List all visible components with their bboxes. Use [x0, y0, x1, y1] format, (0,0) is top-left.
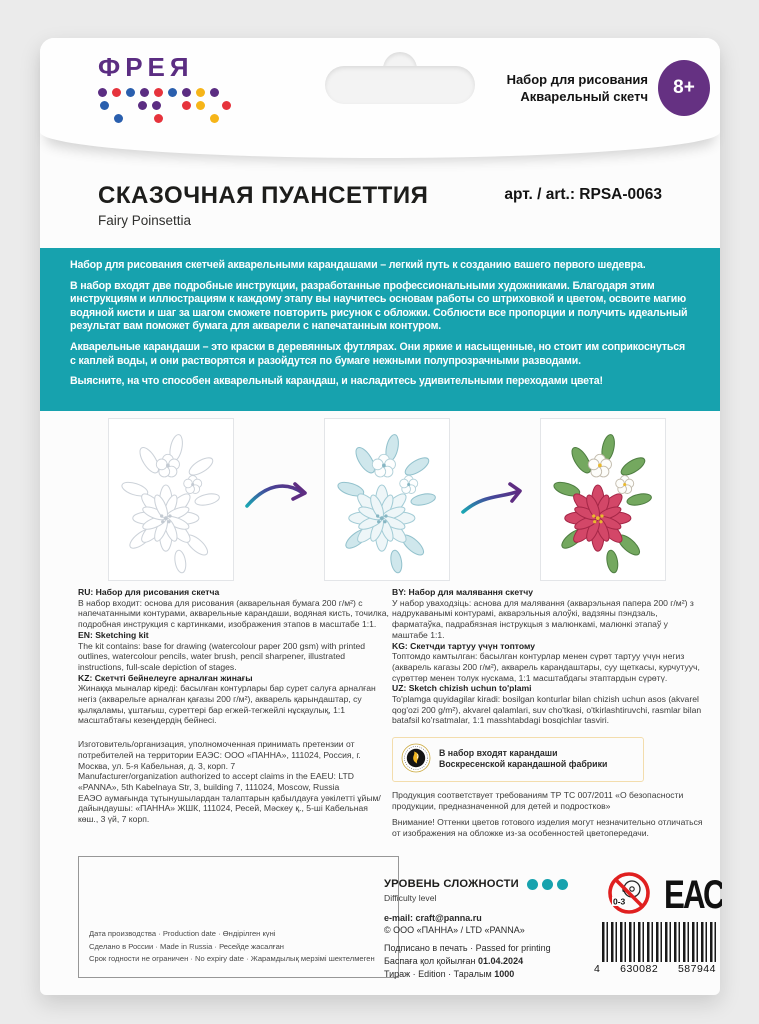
- stage-image-partial: [324, 418, 450, 581]
- intro-paragraph: В набор входят две подробные инструкции, разработанные профессиональными художниками. Благодаря этим инструкциям и иллюстрациям к каждому этапу вы научитесь основам работы со штриховкой и цветом, освоите магию водяной кисти и шаг за шагом сможете повторить рисунок с обложки. Соблюсти все пропорции и получить идеальный результат вам поможет бумага для акварели с напечатанным контуром.: [70, 279, 688, 333]
- package-back-panel: [40, 38, 720, 995]
- euro-slot-hole: [325, 52, 475, 104]
- arrow-icon: [242, 470, 316, 518]
- production-date-box: Дата производства · Production date · Өндірілген күні Сделано в России · Made in Russia · Ресейде жасалған Срок годности не ограничен · No expiry date · Жарамдылық мерзімі шектелмеген: [78, 856, 399, 978]
- title-ru: СКАЗОЧНАЯ ПУАНСЕТТИЯ: [98, 182, 429, 209]
- printing-info: Подписано в печать · Passed for printing Баспаға қол қойылған 01.04.2024 Тираж · Edition · Таралым 1000: [384, 943, 551, 979]
- intro-paragraph: Выясните, на что способен акварельный карандаш, и насладитесь удивительными переходами цвета!: [70, 375, 603, 388]
- hanger-flap: [40, 38, 720, 158]
- manufacturer-info: Изготовитель/организация, уполномоченная принимать претензии от потребителей на территории ЕАЭС: ООО «ПАННА», 111024, Россия, г. Москва, ул. 5-я Кабельная, д. 3, корп. 7 Manufacturer/organization authorized to accept claims in the EAEU: LTD «PANNA», 5th Kabelnaya Str, 3, building 7, 111024, Moscow, Russia ЕАЭО аумағында тұтынушылардан талаптарын қабылдауға уәкілетті ұйым/дайындаушы: «ПАННА» ЖШК, 111024, Ресей, Мәскеу қ., 5-ші Кабельная көш., 3 үй, 7 корп.: [78, 739, 381, 825]
- age-warning-0-3-icon: [606, 870, 652, 916]
- lang-block-kg: KG: Скетчди тартуу үчүн топтому Топтомдо камтылган: басылган контурлар менен сүрөт тартуу үчүн негиз (акварель кагазы 200 г/м²), акварель карандаштары, суу щеткасы, курчутууч, сүрөттөр менен толук нускама, 1:1 масштабдагы этаптардын сүрөтү.: [392, 640, 700, 683]
- printing-date: 01.04.2024: [478, 955, 524, 966]
- intro-paragraph: Акварельные карандаши – это краски в деревянных футлярах. Они яркие и насыщенные, но стоит им соприкоснуться с каплей воды, и они растворятся и разойдутся по бумаге нежными полупрозрачными разводами.: [70, 340, 686, 367]
- svg-text:0-3: 0-3: [613, 896, 626, 907]
- lang-block-by: BY: Набор для малявання скетчу У набор уваходзіць: аснова для малявання (акварэльная папера 200 г/м²) з надрукаванымі контурамі, акварэльныя алоўкі, вадзяны пэндзаль, фарматаўка, падрабязная інструкцыя з малюнкамі, малюнкі этапаў у маштабе 1:1.: [392, 587, 694, 640]
- barcode-digits: 4 630082 587944: [594, 963, 716, 975]
- contact-info: [384, 912, 525, 936]
- lang-block-ru: RU: Набор для рисования скетча В набор входит: основа для рисования (акварельная бумага 200 г/м²) с напечатанными контурами, акварельные карандаши, водяная кисть, точилка, подробная инструкция с картинками, изображения этапов в масштабе 1:1.: [78, 587, 389, 630]
- article-number: арт. / art.: RPSA-0063: [504, 186, 662, 203]
- difficulty-level: УРОВЕНЬ СЛОЖНОСТИ Difficulty level: [384, 878, 568, 903]
- product-title: [98, 182, 428, 228]
- pencil-badge-text: В набор входят карандаши Воскресенской карандашной фабрики: [439, 748, 608, 770]
- product-type-label: Набор для рисования Акварельный скетч: [506, 72, 648, 104]
- brand-logo: ФРЕЯ: [98, 52, 194, 82]
- stages-row: [40, 418, 720, 586]
- lang-block-en: EN: Sketching kit The kit contains: base for drawing (watercolour paper 200 gsm) with printed outlines, watercolour pencils, water brush, pencil sharpener, illustrated instructions, full-scale depiction of stages.: [78, 629, 366, 672]
- pencil-factory-badge: [392, 737, 644, 782]
- copyright-text: © ООО «ПАННА» / LTD «PANNA»: [384, 925, 525, 935]
- eac-mark: [664, 868, 722, 916]
- lang-block-kz: KZ: Скетчті бейнелеуге арналған жинағы Жинаққа мыналар кіреді: басылған контурлары бар сурет салуға арналған негіз (акварельге арналған қағазы 200 г/м²), акварель қарындаштар, су қылқаламы, ұштағыш, суреттері бар егжей-тегжейлі нұсқаулық, 1:1 масштабтағы кезеңдердің бейнесі.: [78, 672, 376, 726]
- title-en: Fairy Poinsettia: [98, 213, 192, 228]
- brand-dots-pattern: [98, 88, 258, 128]
- age-badge: 8+: [658, 60, 710, 116]
- compliance-text: Продукция соответствует требованиям ТР ТС 007/2011 «О безопасности продукции, предназначенной для детей и подростков» Внимание! Оттенки цветов готового изделия могут незначительно отличаться от изображения на обложке из-за особенностей цветопередачи.: [392, 789, 703, 838]
- svg-text:ЕАС: ЕАС: [664, 871, 722, 916]
- email-text: e-mail: craft@panna.ru: [384, 913, 482, 923]
- language-column-right: [392, 587, 706, 845]
- stage-image-final: [540, 418, 666, 581]
- language-column-left: [78, 587, 389, 825]
- barcode-bars: [602, 922, 716, 962]
- pencil-factory-logo-icon: [401, 743, 431, 776]
- description-banner: [40, 248, 720, 411]
- lang-block-uz: UZ: Sketch chizish uchun to'plami To'plamga quyidagilar kiradi: bosilgan konturlar bilan chizish uchun asos (akvarel qog'ozi 200 g/m²), akvarel qalamlari, suv cho'tkasi, o'tkirlashtiruvchi, rasmlar bilan batafsil ko'rsatmalar, 1:1 masshtabdagi bosqichlar tasviri.: [392, 683, 702, 726]
- difficulty-dots: [527, 879, 568, 890]
- edition-count: 1000: [494, 968, 515, 979]
- barcode: [594, 922, 716, 975]
- arrow-icon: [458, 478, 532, 526]
- stage-image-outline: [108, 418, 234, 581]
- intro-paragraph: Набор для рисования скетчей акварельными карандашами – легкий путь к созданию вашего первого шедевра.: [70, 259, 646, 271]
